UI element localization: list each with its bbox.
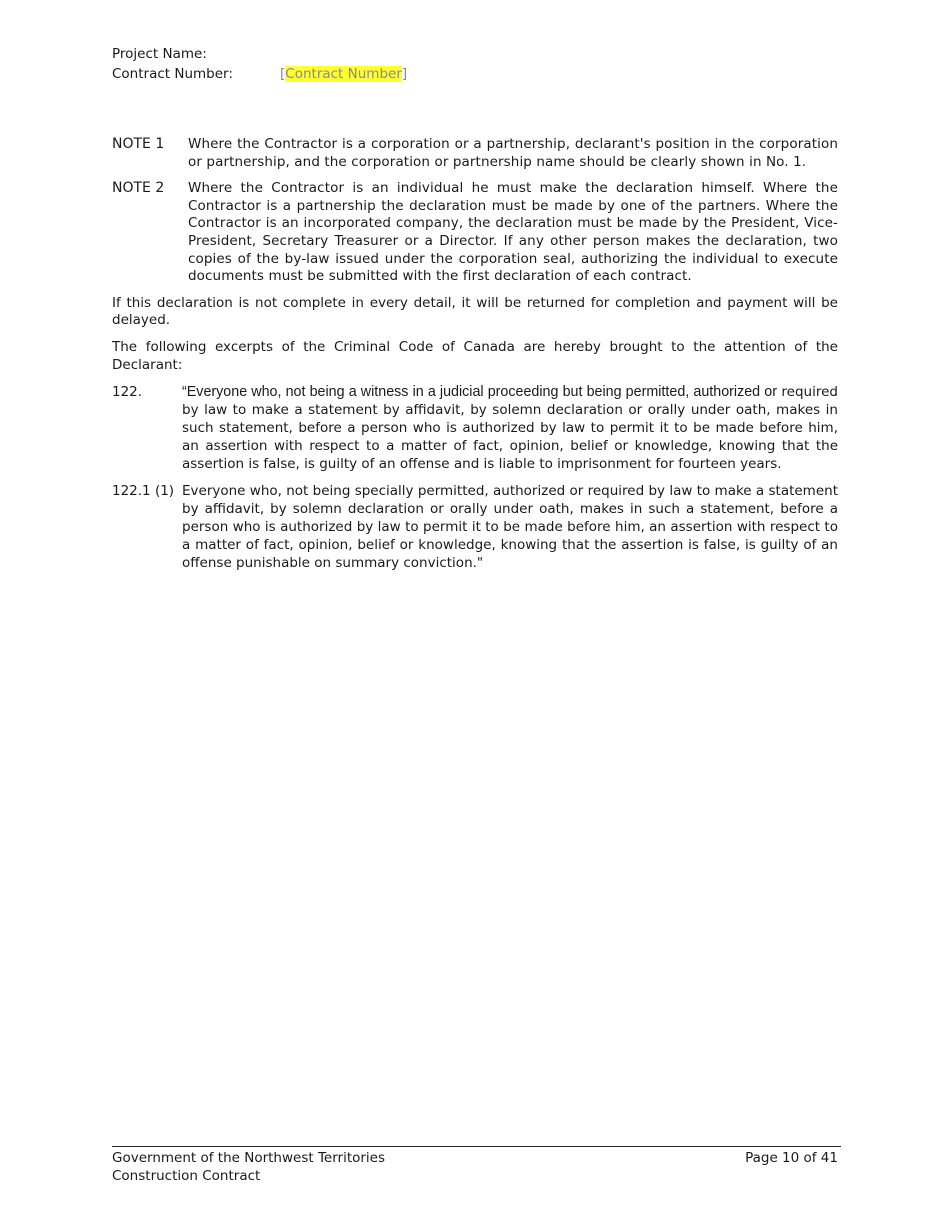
close-bracket: ]	[401, 66, 408, 82]
contract-number-row	[112, 64, 838, 84]
footer-document-type: Construction Contract	[112, 1168, 261, 1184]
note-1	[112, 136, 838, 171]
criminal-code-intro-paragraph: The following excerpts of the Criminal Code of Canada are hereby brought to the attention of the Declarant:	[112, 338, 838, 373]
project-name-label: Project Name:	[112, 46, 207, 62]
page-number: Page 10 of 41	[745, 1150, 838, 1166]
open-bracket: [	[280, 66, 286, 82]
code-section-122	[112, 383, 838, 473]
note-label: NOTE 2	[112, 180, 165, 197]
section-first-line: “Everyone who, not being a witness in a judicial proceeding but being permitted, authorized or	[182, 384, 777, 401]
page-footer	[112, 1146, 841, 1185]
note-label: NOTE 1	[112, 136, 165, 152]
notes-section	[112, 136, 838, 286]
footer-row-2	[112, 1167, 841, 1185]
note-text: Where the Contractor is an individual he must make the declaration himself. Where the Contractor is a partnership the declaration must be made by one of the partners. Where the Contractor is an incorporated company, the declaration must be made by the President, Vice-President, Secretary Treasurer or a Director. If any other person makes the declaration, two copies of the by-law issued under the corporation seal, authorizing the individual to execute documents must be submitted with the first declaration of each contract.	[188, 180, 838, 285]
note-text: Where the Contractor is a corporation or a partnership, declarant's position in the corporation or partnership, and the corporation or partnership name should be clearly shown in No. 1.	[188, 136, 838, 170]
section-number: 122.1 (1)	[112, 483, 175, 500]
section-text: Everyone who, not being specially permitted, authorized or required by law to make a statement by affidavit, by solemn declaration or orally under oath, makes in such a statement, before a person who is authorized by law to permit it to be made before him, an assertion with respect to a matter of fact, opinion, belief or knowledge, knowing that the assertion is false, is guilty of an offense punishable on summary conviction."	[182, 483, 838, 572]
footer-row-1	[112, 1149, 841, 1167]
code-section-122-1	[112, 482, 838, 572]
contract-number-field[interactable]	[280, 64, 407, 84]
project-name-row	[112, 44, 838, 64]
incomplete-declaration-paragraph: If this declaration is not complete in every detail, it will be returned for completion and payment will be delayed.	[112, 294, 838, 329]
section-rest: required by law to make a statement by affidavit, by solemn declaration or orally under oath, makes in such statement, before a person who is authorized by law to permit it to be made before him, an assertion with respect to a matter of fact, opinion, belief or knowledge, knowing that the assertion is false, is guilty of an offense and is liable to imprisonment for fourteen years.	[182, 384, 838, 473]
section-text	[182, 383, 838, 473]
contract-number-label: Contract Number:	[112, 66, 233, 82]
document-page	[112, 44, 838, 581]
section-number: 122.	[112, 384, 143, 401]
footer-organization: Government of the Northwest Territories	[112, 1150, 386, 1166]
contract-number-placeholder[interactable]: Contract Number	[285, 66, 402, 82]
note-2	[112, 180, 838, 286]
